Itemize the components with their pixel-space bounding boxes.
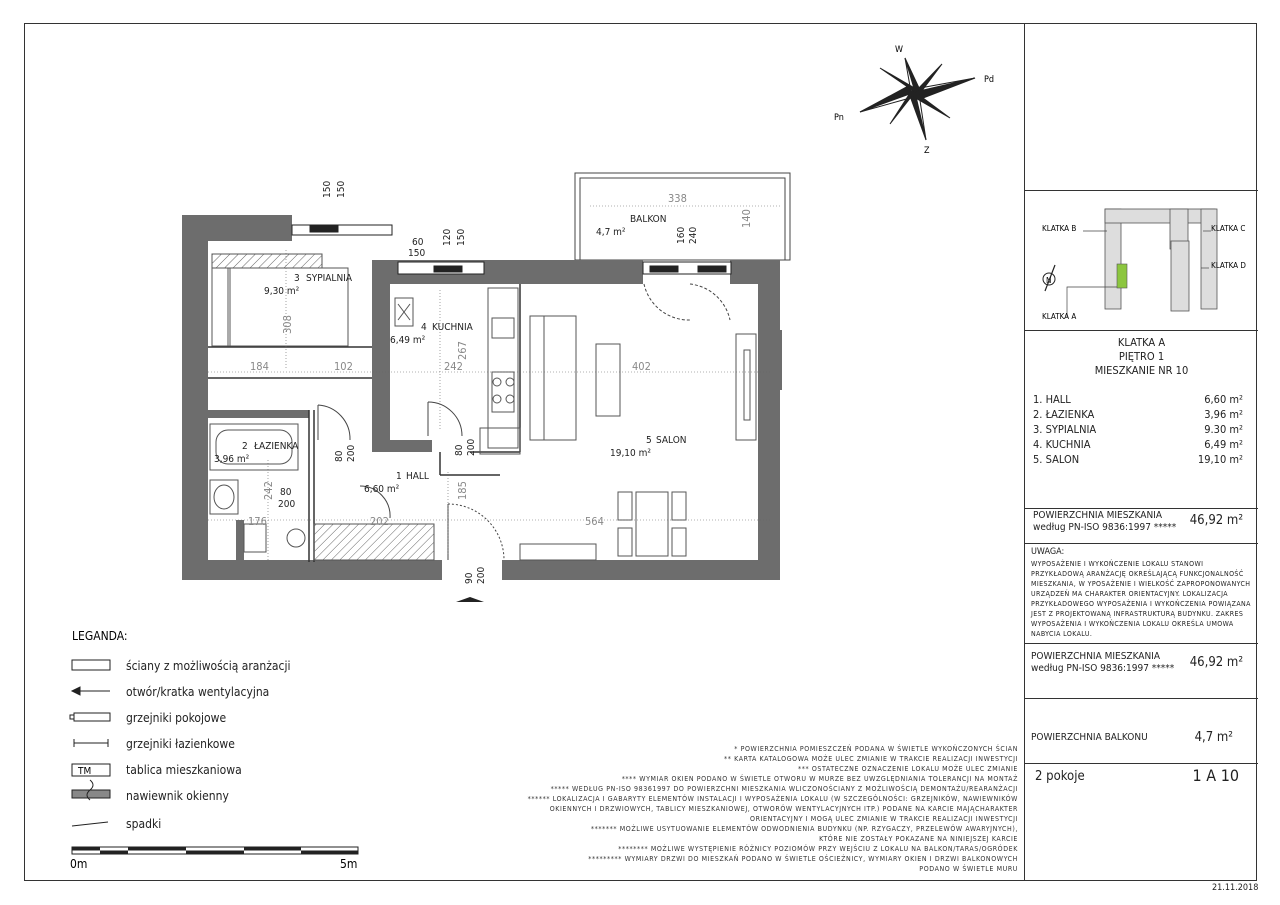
room-1-num: 1 [396, 471, 402, 482]
dim-80a: 80 [334, 450, 345, 462]
pow1-label1: POWIERZCHNIA MIESZKANIA [1033, 510, 1162, 521]
area-value-lazienka: 3,96 m² [1204, 408, 1243, 421]
dim-80c: 80 [454, 444, 465, 456]
dim-240: 240 [688, 226, 699, 244]
room-5-num: 5 [646, 435, 652, 446]
dim-90: 90 [464, 572, 475, 584]
info-panel [1024, 23, 1257, 881]
legend-item-window-vent: nawiewnik okienny [126, 789, 229, 803]
entrance-marker [456, 597, 484, 602]
legend-title: LEGANDA: [72, 629, 128, 643]
dim-200a: 200 [346, 444, 357, 462]
dim-184: 184 [250, 360, 269, 373]
footnotes [498, 744, 1018, 874]
footnote: PODANO W ŚWIETLE MURU [919, 865, 1018, 873]
room-4-num: 4 [421, 322, 427, 333]
north-icon: N [1046, 276, 1052, 285]
pow1-label2: według PN-ISO 9836:1997 ***** [1033, 522, 1177, 533]
site-map [1025, 191, 1258, 331]
dim-185: 185 [456, 481, 469, 500]
dim-242b: 242 [262, 481, 275, 500]
footnote: ********* WYMIARY DRZWI DO MIESZKAŃ PODANO W ŚWIETLE OŚCIEŻNICY, WYMIARY OKIEN I DRZWI BALKONOWYCH [588, 855, 1018, 863]
footnote: **** WYMIAR OKIEN PODANO W ŚWIETLE OTWORU W MURZE BEZ UWZGLĘDNIANIA TOLERANCJI NA MONTAŻ [621, 775, 1018, 783]
footnote: * POWIERZCHNIA POMIESZCZEŃ PODANA W ŚWIETLE WYKOŃCZONYCH ŚCIAN [734, 745, 1018, 753]
bedroom-furniture [212, 254, 348, 346]
dim-160: 160 [676, 226, 687, 244]
dim-120: 120 [442, 228, 453, 246]
legend-tm: TM [78, 766, 92, 777]
panel-header-mieszkanie: MIESZKANIE NR 10 [1094, 364, 1189, 377]
compass-w: W [895, 45, 904, 55]
footnote: ******* MOŻLIWE USYTUOWANIE ELEMENTÓW ODWODNIENIA BUDYNKU (NP. RZYGACZY, PRZELEWÓW AWARYJNYCH), [590, 825, 1018, 833]
footnote: *** OSTATECZNE OZNACZENIE LOKALU MOŻE ULEC ZMIANIE [797, 765, 1018, 773]
area-label-kuchnia: 4. KUCHNIA [1033, 438, 1091, 451]
room-4-area: 6,49 m² [390, 335, 426, 346]
room-2-num: 2 [242, 441, 248, 452]
area-value-salon: 19,10 m² [1197, 453, 1243, 466]
legend-item-panel: tablica mieszkaniowa [126, 763, 242, 777]
pow2-label1: POWIERZCHNIA MIESZKANIA [1031, 651, 1160, 662]
room-1-area: 6,60 m² [364, 484, 400, 495]
compass-z: Z [924, 146, 930, 156]
dim-176: 176 [248, 515, 267, 528]
dim-242a: 242 [444, 360, 463, 373]
area-label-hall: 1. HALL [1033, 393, 1071, 406]
dim-267: 267 [456, 341, 469, 360]
balcony-name: BALKON [630, 214, 667, 225]
footnote: ***** WEDŁUG PN-ISO 98361997 DO POWIERZCHNI MIESZKANIA WLICZONOŚCIANY Z MOŻLIWOŚCIĄ DEMONTAŻU/REARANŻACJI [550, 785, 1018, 793]
balcony [575, 173, 790, 260]
room-4-name: KUCHNIA [432, 322, 473, 333]
footnote: ORIENTACYJNY I MOGĄ ULEC ZMIANIE W TRAKCIE REALIZACJI INWESTYCJI [750, 815, 1018, 823]
dim-338: 338 [668, 192, 687, 205]
room-2-name: ŁAZIENKA [254, 441, 299, 452]
panel-header-klatka: KLATKA A [1117, 336, 1166, 349]
dim-200c: 200 [466, 438, 477, 456]
footnote: ******** MOŻLIWE WYSTĘPIENIE RÓŻNICY POZIOMÓW PRZY WEJŚCIU Z LOKALU NA BALKON/TARAS/OGRÓDEK [618, 845, 1018, 853]
scale-bar [72, 847, 358, 854]
pow1-value: 46,92 m² [1189, 513, 1243, 528]
pow2-value: 46,92 m² [1189, 655, 1243, 670]
room-2-area: 3,96 m² [214, 454, 250, 465]
room-5-area: 19,10 m² [610, 448, 651, 459]
klatka-d: KLATKA D [1211, 261, 1246, 270]
area-value-hall: 6,60 m² [1204, 393, 1243, 406]
date: 21.11.2018 [1212, 883, 1259, 893]
balkon-value: 4,7 m² [1194, 730, 1233, 745]
dim-102: 102 [334, 360, 353, 373]
pokoje: 2 pokoje [1035, 769, 1085, 784]
dim-202: 202 [370, 515, 389, 528]
dim-308: 308 [281, 315, 294, 334]
footnote: ****** LOKALIZACJA I GABARYTY ELEMENTÓW INSTALACJI I WYPOSAŻENIA LOKALU (W SZCZEGÓLNOŚCI: GRZEJNIKÓW, NAWIEWNIKÓW [527, 795, 1018, 803]
dim-80b: 80 [280, 487, 292, 498]
legend-item-walls: ściany z możliwością aranżacji [126, 659, 291, 673]
footnote: ** KARTA KATALOGOWA MOŻE ULEC ZMIANIE W TRAKCIE REALIZACJI INWESTYCJI [724, 755, 1018, 763]
room-5-name: SALON [656, 435, 687, 446]
uwaga-title: UWAGA: [1031, 547, 1065, 557]
room-1-name: HALL [406, 471, 429, 482]
apartment-code: 1 A 10 [1192, 766, 1239, 785]
compass-pn: Pn [834, 113, 844, 123]
dim-200d: 200 [476, 566, 487, 584]
dim-150d: 150 [456, 228, 467, 246]
dim-564: 564 [585, 515, 604, 528]
area-label-sypialnia: 3. SYPIALNIA [1033, 423, 1097, 436]
balkon-label: POWIERZCHNIA BALKONU [1031, 732, 1148, 743]
room-3-name: SYPIALNIA [306, 273, 352, 284]
dim-140: 140 [740, 209, 753, 228]
dim-60: 60 [412, 237, 424, 248]
area-label-lazienka: 2. ŁAZIENKA [1033, 408, 1095, 421]
legend-item-slope: spadki [126, 817, 162, 831]
klatka-b: KLATKA B [1042, 224, 1077, 233]
footnote: OKIENNYCH I DRZWIOWYCH, TABLICY MIESZKANIOWEJ, OTWORÓW WENTYLACYJNYCH ITP.) PODANE NA KARCIE MAJĄCHARAKTER [549, 805, 1018, 813]
dim-150c: 150 [408, 248, 426, 259]
klatka-a: KLATKA A [1042, 312, 1077, 321]
dim-150b: 150 [336, 180, 347, 198]
scale-start: 0m [70, 857, 88, 871]
area-value-sypialnia: 9.30 m² [1204, 423, 1243, 436]
compass-pd: Pd [984, 75, 995, 85]
dim-402: 402 [632, 360, 651, 373]
balcony-area: 4,7 m² [596, 227, 626, 238]
compass-icon [860, 58, 975, 140]
panel-header-pietro: PIĘTRO 1 [1118, 350, 1165, 363]
legend-item-bath-radiator: grzejniki łazienkowe [126, 737, 235, 751]
klatka-c: KLATKA C [1211, 224, 1246, 233]
footnote: KTÓRE NIE ZOSTAŁY POKAZANE NA NINIEJSZEJ KARCIE [819, 835, 1018, 843]
salon-furniture [520, 316, 756, 560]
dim-200b: 200 [278, 499, 296, 510]
area-label-salon: 5. SALON [1033, 453, 1080, 466]
dim-150a: 150 [322, 180, 333, 198]
legend-item-radiator: grzejniki pokojowe [126, 711, 227, 725]
legend-item-vent: otwór/kratka wentylacyjna [126, 685, 270, 699]
scale-end: 5m [340, 857, 358, 871]
legend-symbols [70, 660, 110, 826]
uwaga-text: WYPOSAŻENIE I WYKOŃCZENIE LOKALU STANOWI PRZYKŁADOWĄ ARANŻACJĘ OKREŚLAJĄCĄ FUNKCJONALNOŚĆ MIESZKANIA, W YPOSAŻENIE I WIELKOŚĆ ZAPROPONOWANYCH URZĄDZEŃ MA CHARAKTER ORIENTACYJNY. LOKALIZACJA PRZYKŁADOWEGO WYPOSAŻENIA I WYKOŃCZENIA POWIĄZANA JEST Z PROJEKTOWANĄ INFRASTRUKTURĄ BUDYNKU. ZAKRES WYPOSAŻENIA I WYKOŃCZENIA LOKALU OKREŚLA UMOWA NABYCIA LOKALU. [1031, 560, 1251, 638]
room-3-num: 3 [294, 273, 300, 284]
pow2-label2: według PN-ISO 9836:1997 ***** [1031, 663, 1175, 674]
area-value-kuchnia: 6,49 m² [1204, 438, 1243, 451]
room-3-area: 9,30 m² [264, 286, 300, 297]
